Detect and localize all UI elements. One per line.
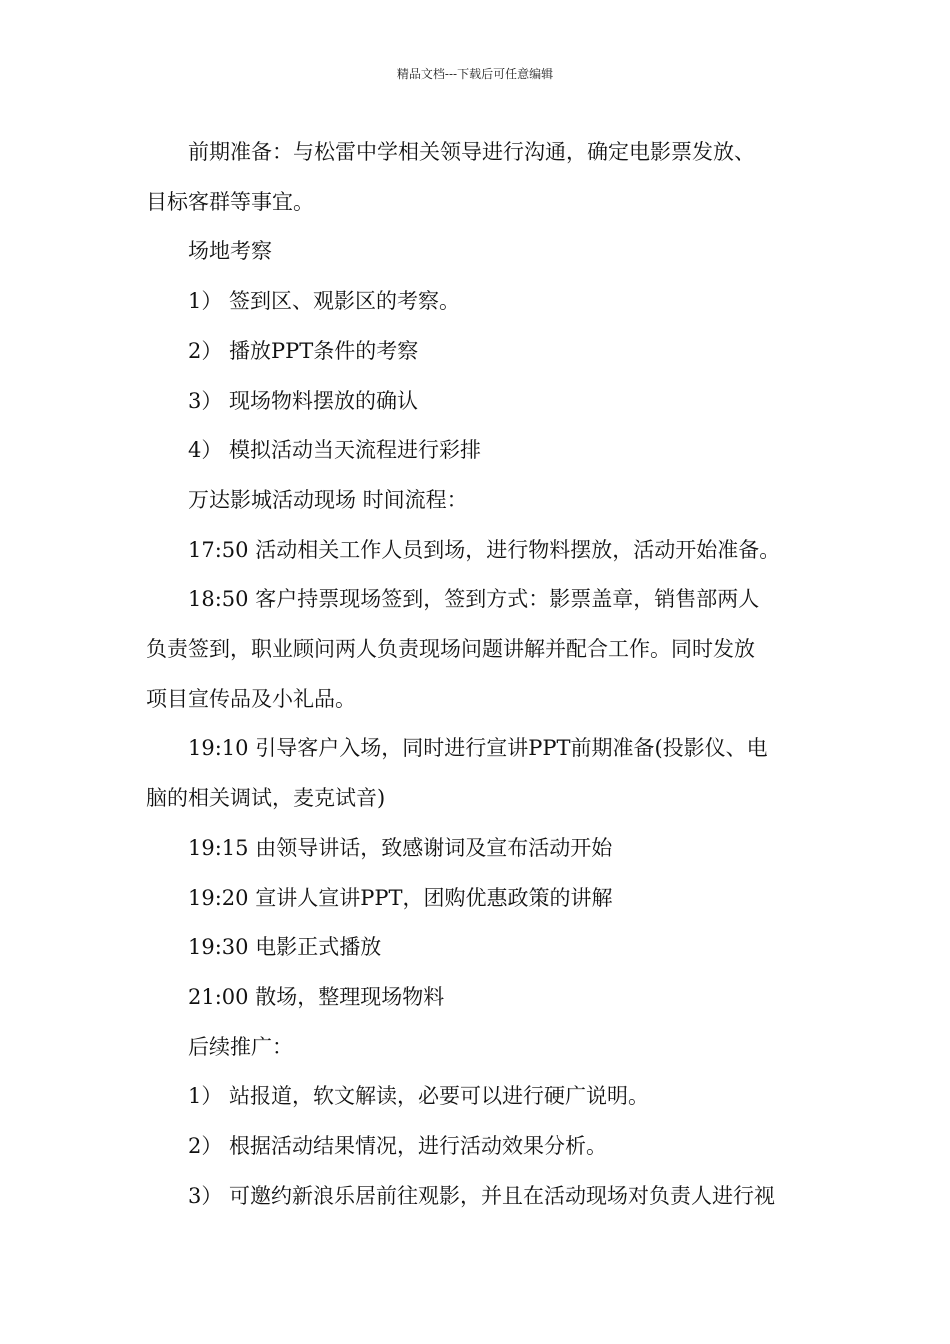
schedule-item-1850-line-2: 负责签到，职业顾问两人负责现场问题讲解并配合工作。同时发放 — [146, 637, 755, 662]
section-heading-follow-up: 后续推广： — [188, 1034, 293, 1059]
paragraph-preparation-line-2: 目标客群等事宜。 — [146, 189, 314, 214]
section-heading-schedule: 万达影城活动现场 时间流程： — [188, 487, 468, 512]
schedule-item-1915: 19:15 由领导讲话，致感谢词及宣布活动开始 — [188, 835, 613, 860]
section-heading-site-inspection: 场地考察 — [188, 239, 272, 264]
list-item-follow-up-2: 2） 根据活动结果情况，进行活动效果分析。 — [188, 1134, 608, 1159]
paragraph-preparation-line-1: 前期准备：与松雷中学相关领导进行沟通，确定电影票发放、 — [188, 140, 755, 164]
schedule-item-1850-line-1: 18:50 客户持票现场签到，签到方式：影票盖章，销售部两人 — [188, 587, 760, 612]
schedule-item-2100: 21:00 散场，整理现场物料 — [188, 984, 445, 1009]
list-item-follow-up-3: 3） 可邀约新浪乐居前往观影，并且在活动现场对负责人进行视 — [188, 1183, 776, 1208]
schedule-item-1910-line-2: 脑的相关调试，麦克试音) — [146, 786, 386, 811]
schedule-item-1930: 19:30 电影正式播放 — [188, 935, 382, 960]
list-item-follow-up-1: 1） 站报道，软文解读，必要可以进行硬广说明。 — [188, 1084, 650, 1109]
list-item-site-4: 4） 模拟活动当天流程进行彩排 — [188, 438, 482, 463]
list-item-site-3: 3） 现场物料摆放的确认 — [188, 388, 419, 413]
schedule-item-1910-line-1: 19:10 引导客户入场，同时进行宣讲PPT前期准备(投影仪、电 — [188, 736, 768, 761]
list-item-site-1: 1） 签到区、观影区的考察。 — [188, 289, 461, 314]
schedule-item-1850-line-3: 项目宣传品及小礼品。 — [146, 686, 356, 711]
document-body — [146, 128, 810, 1221]
schedule-item-1750: 17:50 活动相关工作人员到场，进行物料摆放，活动开始准备。 — [188, 537, 781, 562]
page-header: 精品文档---下载后可任意编辑 — [396, 67, 554, 81]
list-item-site-2: 2） 播放PPT条件的考察 — [188, 338, 419, 363]
schedule-item-1920: 19:20 宣讲人宣讲PPT，团购优惠政策的讲解 — [188, 885, 613, 910]
